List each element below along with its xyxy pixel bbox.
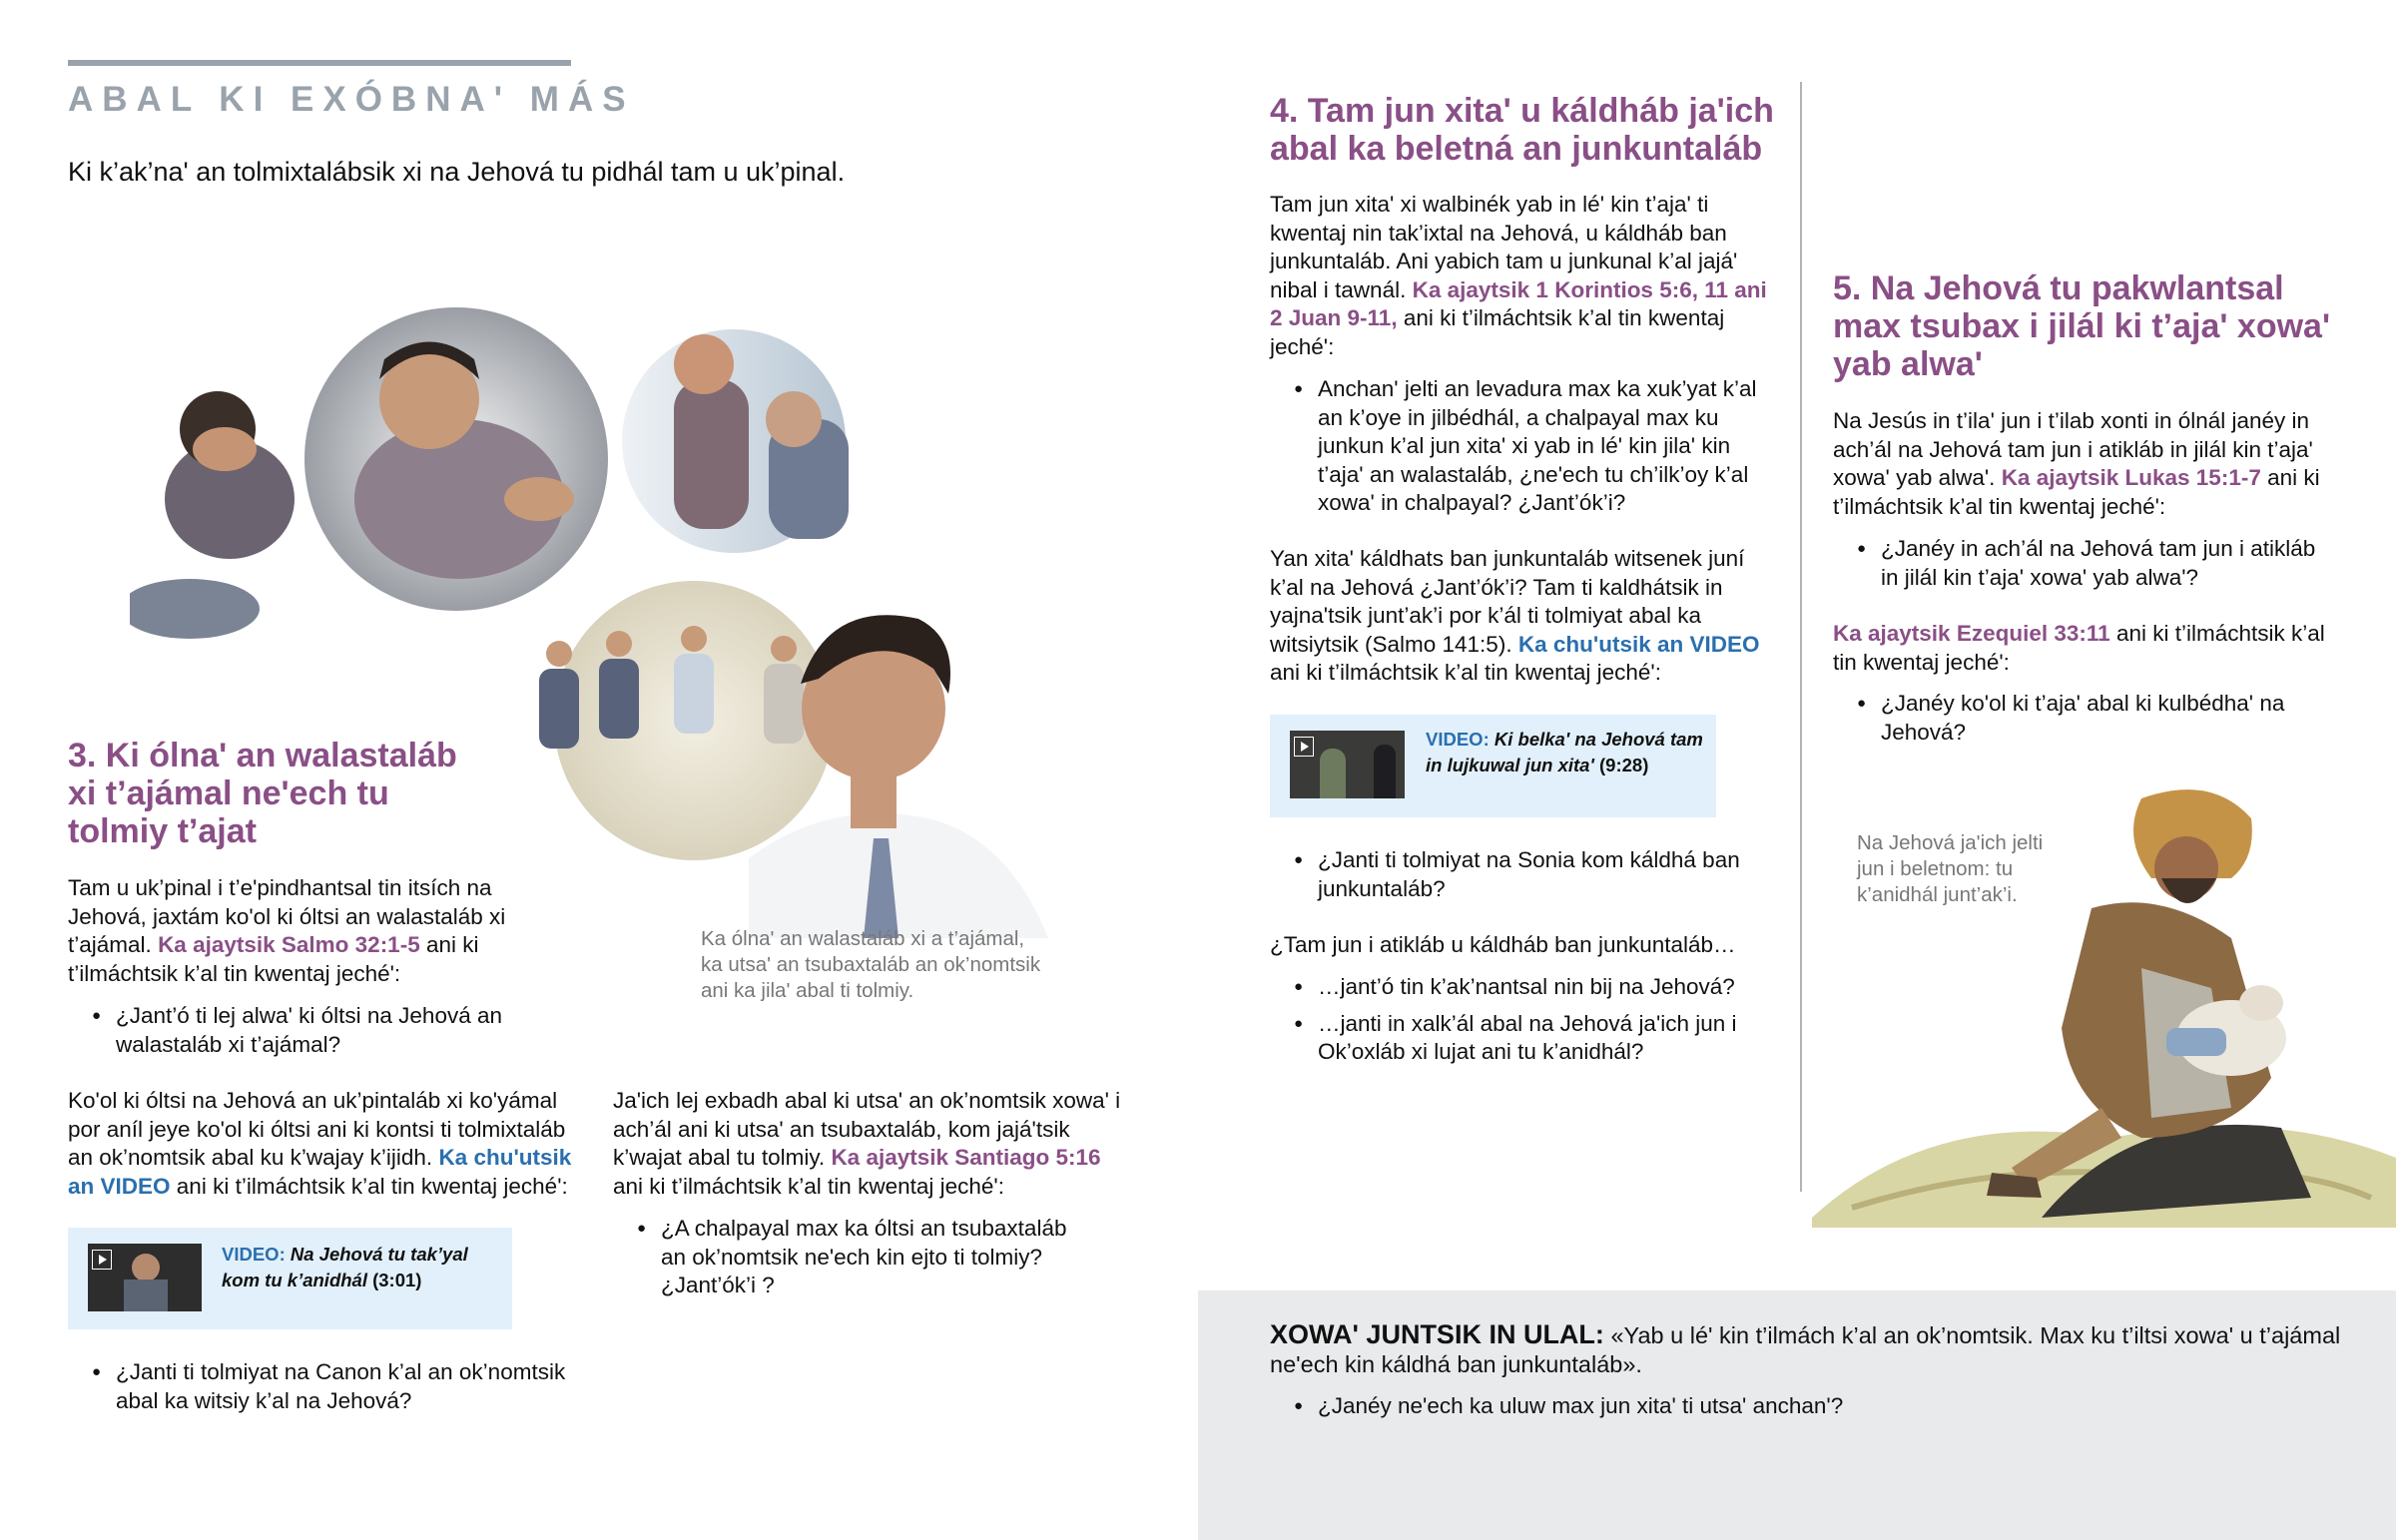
question-item: ● …jant’ó tin k’ak’nantsal nin bij na Jehová? — [1270, 973, 1769, 1002]
video-title[interactable]: Na Jehová tu tak’yal kom tu k’anidhál — [222, 1244, 468, 1290]
play-icon — [92, 1250, 112, 1270]
section5-questions-2 — [1833, 690, 2332, 747]
video-duration: (9:28) — [1599, 755, 1649, 775]
section5-heading: 5. Na Jehová tu pakwlantsal max tsubax i jilál ki t’aja' xowa' yab alwa' — [1833, 269, 2331, 383]
section4-questions-3 — [1270, 973, 1769, 1067]
section3-paragraph-3: Ja'ich lej exbadh abal ki utsa' an ok’nomtsik xowa' i ach’ál ani ki utsa' an tsubaxtaláb, kom jajá'tsik k’wajat abal tu tolmiy. Ka ajaytsik Santiago 5:16 ani ki t’ilmáchtsik k’al tin kwentaj jeché': — [613, 1088, 1121, 1199]
column-divider — [1800, 82, 1802, 1192]
question-item: ● ¿Janti ti tolmiyat na Canon k’al an ok’nomtsik abal ka witsiy k’al na Jehová? — [68, 1358, 597, 1415]
section3-questions-3 — [613, 1215, 1092, 1300]
scripture-link-ezequiel-33[interactable]: Ka ajaytsik Ezequiel 33:11 — [1833, 621, 2110, 646]
video-label: VIDEO: — [222, 1244, 286, 1265]
video-link[interactable]: Ka chu'utsik an VIDEO — [68, 1145, 572, 1199]
section5-questions-1 — [1833, 535, 2332, 592]
section3-caption: Ka ólna' an walastaláb xi a t’ajámal, ka utsa' an tsubaxtaláb an ok’nomtsik ani ka jila' abal ti tolmiy. — [701, 927, 1041, 1002]
video-thumbnail[interactable] — [88, 1244, 202, 1311]
section3-paragraph-1: Tam u uk’pinal i t’e'pindhantsal tin itsích na Jehová, jaxtám ko'ol ki óltsi an walastaláb xi t’ajámal. Ka ajaytsik Salmo 32:1-5 ani ki t’ilmáchtsik k’al tin kwentaj jeché': — [68, 875, 506, 986]
footer-questions — [1270, 1392, 2348, 1421]
section4-paragraph-2: Yan xita' káldhats ban junkuntaláb witsenek juní k’al na Jehová ¿Jant’ók’i? Tam ti kaldhátsik in yajna'tsik junt’ak’i por k’ál ti tolmiyat abal ka witsiytsik (Salmo 141:5). Ka chu'utsik an VIDEO ani ki t’ilmáchtsik k’al tin kwentaj jeché': — [1270, 546, 1760, 685]
question-item: ● ¿Janti ti tolmiyat na Sonia kom káldhá ban junkuntaláb? — [1270, 846, 1769, 903]
header-rule — [68, 60, 571, 66]
question-item: ● ¿Janéy ne'ech ka uluw max jun xita' ti utsa' anchan'? — [1270, 1392, 2348, 1421]
question-item: ● ¿Jant’ó ti lej alwa' ki óltsi na Jehová an walastaláb xi t’ajámal? — [68, 1002, 537, 1059]
scripture-link-salmo-32[interactable]: Ka ajaytsik Salmo 32:1-5 — [158, 932, 420, 957]
section3-heading: 3. Ki ólna' an walastaláb xi t’ajámal ne'ech tu tolmiy t’ajat — [68, 737, 457, 850]
question-item: ● ¿Janéy in ach’ál na Jehová tam jun i atikláb in jilál kin t’aja' xowa' yab alwa'? — [1833, 535, 2332, 592]
section4-heading: 4. Tam jun xita' u káldháb ja'ich abal ka beletná an junkuntaláb — [1270, 92, 1774, 168]
footer-label: XOWA' JUNTSIK IN ULAL: — [1270, 1319, 1604, 1349]
play-icon — [1294, 737, 1314, 757]
video-box-sonia[interactable] — [1270, 715, 1716, 817]
section3-questions-1 — [68, 1002, 537, 1059]
section5-paragraph-1: Na Jesús in t’ila' jun i t’ilab xonti in ólnál janéy in ach’ál na Jehová tam jun i atikláb in jilál kin t’aja' xowa' yab alwa'. Ka ajaytsik Lukas 15:1-7 ani ki t’ilmáchtsik k’al tin kwentaj jeché': — [1833, 408, 2320, 519]
section5-caption: Na Jehová ja'ich jelti jun i beletnom: tu k’anidhál junt’ak’i. — [1857, 831, 2044, 906]
section4-paragraph-1: Tam jun xita' xi walbinék yab in lé' kin t’aja' ti kwentaj nin tak’ixtal na Jehová, u káldháb ban junkuntaláb. Ani yabich tam u junkunal k’al jajá' nibal i tawnál. Ka ajaytsik 1 Korintios 5:6, 11 ani 2 Juan 9-11, ani ki t’ilmáchtsik k’al tin kwentaj jeché': — [1270, 192, 1767, 359]
question-item: ● Anchan' jelti an levadura max ka xuk’yat k’al an k’oye in jilbédhál, a chalpayal max ku junkun k’al jun xita' xi yab in lé' kin jila' kin t’aja' an walastaláb, ¿ne'ech tu ch’ilk’oy k’al xowa' in chalpayal? ¿Jant’ók’i? — [1270, 375, 1769, 518]
section-title: ABAL KI EXÓBNA' MÁS — [68, 80, 635, 119]
video-link[interactable]: Ka chu'utsik an VIDEO — [1517, 631, 1760, 657]
scripture-link-lukas-15[interactable]: Ka ajaytsik Lukas 15:1-7 — [2001, 465, 2261, 490]
scripture-link-1-korintios[interactable]: Ka ajaytsik 1 Korintios 5:6, 11 ani 2 Juan 9-11, — [1270, 276, 1767, 330]
section4-paragraph-3: ¿Tam jun i atikláb u káldháb ban junkuntaláb… — [1270, 932, 1736, 957]
shepherd-illustration — [1812, 778, 2396, 1228]
footer-quote: XOWA' JUNTSIK IN ULAL: «Yab u lé' kin t’ilmách k’al an ok’nomtsik. Max ku t’iltsi xowa' u t’ajámal ne'ech kin káldhá ban junkuntaláb». — [1270, 1319, 2341, 1377]
section5-paragraph-2: Ka ajaytsik Ezequiel 33:11 ani ki t’ilmáchtsik k’al tin kwentaj jeché': — [1833, 621, 2325, 675]
video-box-canon[interactable] — [68, 1228, 512, 1329]
section4-questions-1 — [1270, 375, 1769, 518]
video-label: VIDEO: — [1426, 729, 1490, 750]
section3-questions-2 — [68, 1358, 597, 1415]
intro-text: Ki k’ak’na' an tolmixtalábsik xi na Jehová tu pidhál tam u uk’pinal. — [68, 157, 846, 187]
question-item: ● …janti in xalk’ál abal na Jehová ja'ich jun i Ok’oxláb xi lujat ani tu k’anidhál? — [1270, 1010, 1769, 1067]
scripture-link-santiago-5-16[interactable]: Ka ajaytsik Santiago 5:16 — [831, 1145, 1101, 1170]
question-item: ● ¿A chalpayal max ka óltsi an tsubaxtaláb an ok’nomtsik ne'ech kin ejto ti tolmiy? ¿Jant’ók’i ? — [613, 1215, 1092, 1300]
section4-questions-2 — [1270, 846, 1769, 903]
video-title[interactable]: Ki belka' na Jehová tam in lujkuwal jun xita' — [1426, 729, 1703, 775]
question-item: ● ¿Janéy ko'ol ki t’aja' abal ki kulbédha' na Jehová? — [1833, 690, 2332, 747]
section3-paragraph-2: Ko'ol ki óltsi na Jehová an uk’pintaláb xi ko'yámal por aníl jeye ko'ol ki óltsi ani ki kontsi ti tolmixtaláb an ok’nomtsik abal ku k’wajay k’ijidh. Ka chu'utsik an VIDEO ani ki t’ilmáchtsik k’al tin kwentaj jeché': — [68, 1088, 572, 1199]
video-thumbnail[interactable] — [1290, 731, 1405, 798]
video-duration: (3:01) — [372, 1270, 422, 1290]
